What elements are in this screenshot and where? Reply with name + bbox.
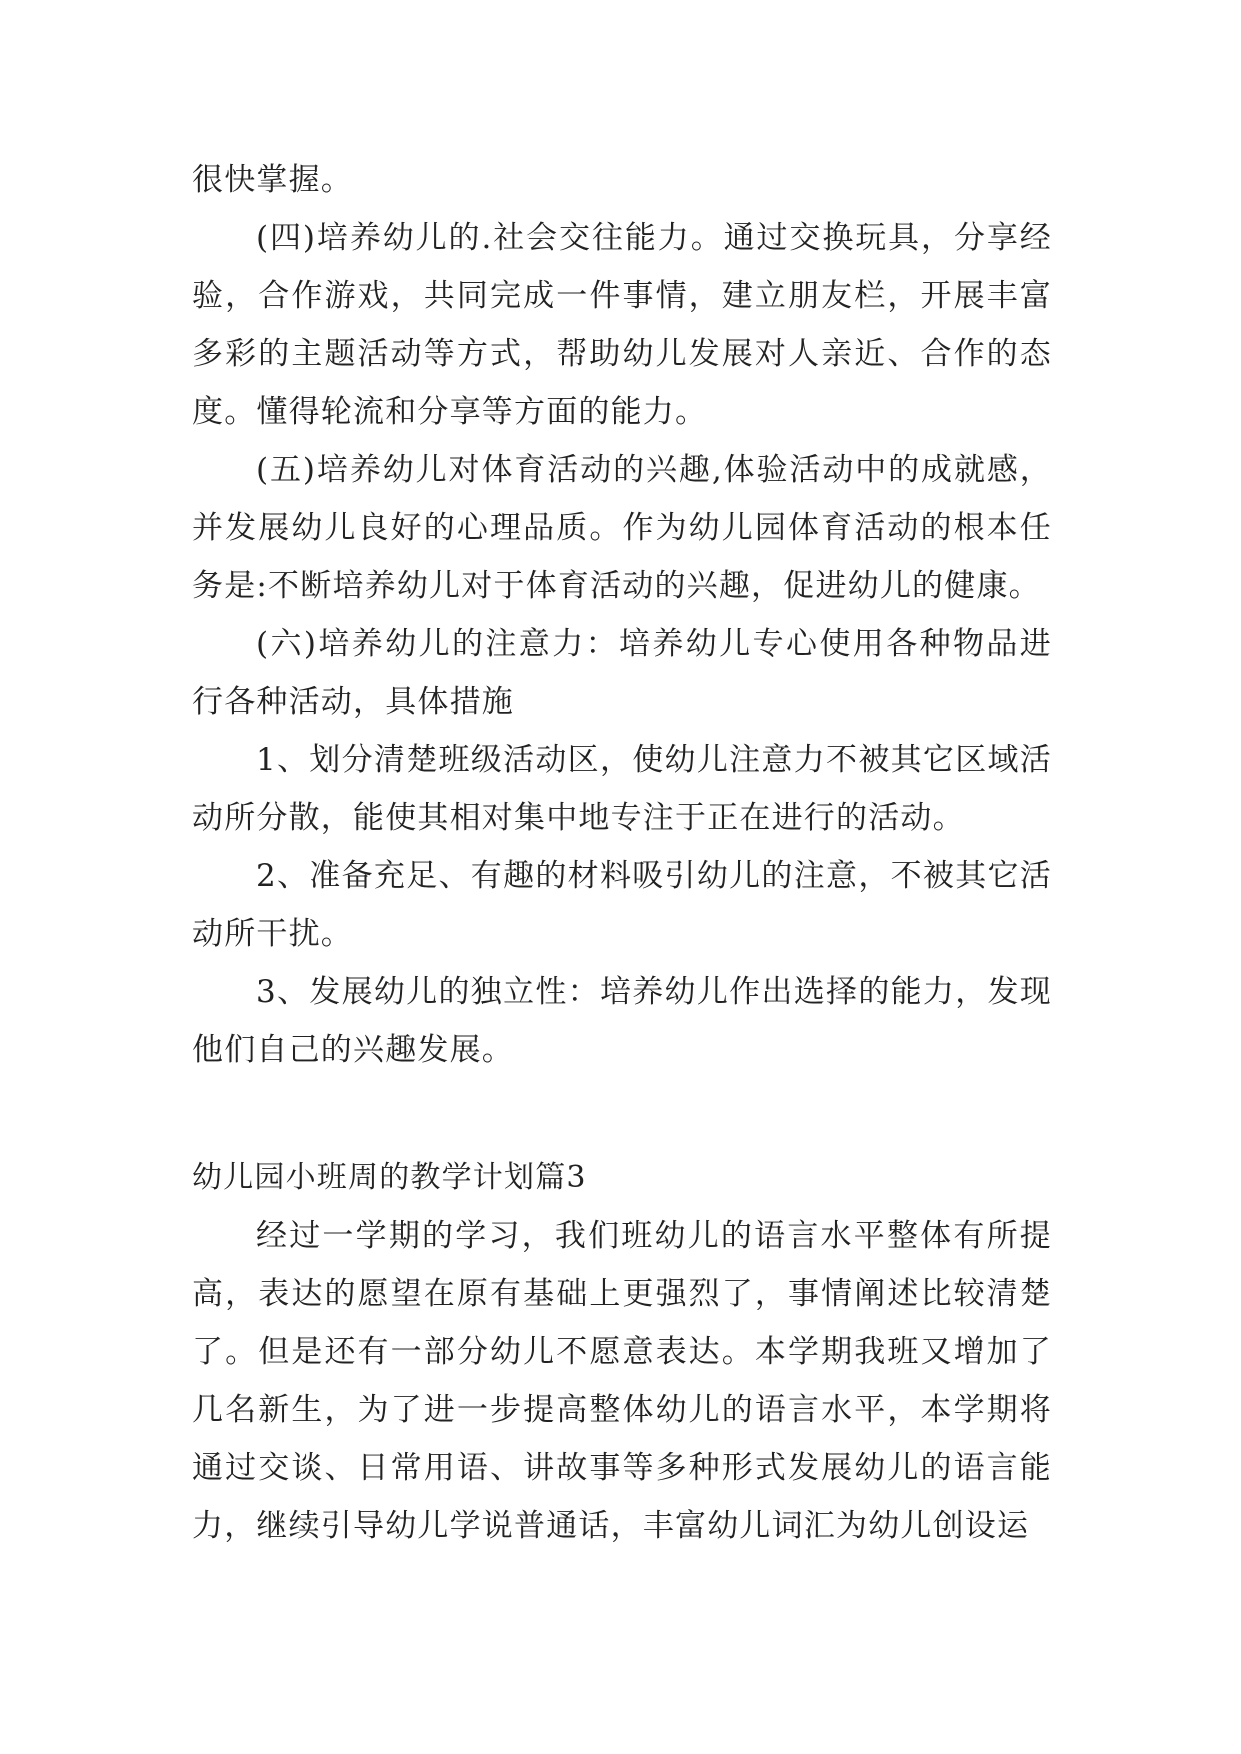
paragraph-social-skills: (四)培养幼儿的.社会交往能力。通过交换玩具，分享经验，合作游戏，共同完成一件事情，建立朋友栏，开展丰富多彩的主题活动等方式，帮助幼儿发展对人亲近、合作的态度。懂得轮流和分享等方面的能力。 — [192, 220, 1052, 430]
section-heading: 幼儿园小班周的教学计划篇3 — [192, 1160, 587, 1195]
paragraph-language-intro: 经过一学期的学习，我们班幼儿的语言水平整体有所提高，表达的愿望在原有基础上更强烈了，事情阐述比较清楚了。但是还有一部分幼儿不愿意表达。本学期我班又增加了几名新生，为了进一步提高整体幼儿的语言水平，本学期将通过交谈、日常用语、讲故事等多种形式发展幼儿的语言能力，继续引导幼儿学说普通话，丰富幼儿词汇为幼儿创设运 — [192, 1218, 1052, 1544]
paragraph-measure-2: 2、准备充足、有趣的材料吸引幼儿的注意，不被其它活动所干扰。 — [192, 858, 1052, 952]
document-body — [192, 151, 1052, 1555]
paragraph-attention: (六)培养幼儿的注意力：培养幼儿专心使用各种物品进行各种活动，具体措施 — [192, 626, 1052, 720]
paragraph-sports-interest: (五)培养幼儿对体育活动的兴趣,体验活动中的成就感，并发展幼儿良好的心理品质。作为幼儿园体育活动的根本任务是:不断培养幼儿对于体育活动的兴趣，促进幼儿的健康。 — [192, 452, 1052, 604]
paragraph-measure-1: 1、划分清楚班级活动区，使幼儿注意力不被其它区域活动所分散，能使其相对集中地专注于正在进行的活动。 — [192, 742, 1052, 836]
paragraph: 很快掌握。 — [192, 162, 353, 198]
paragraph-measure-3: 3、发展幼儿的独立性：培养幼儿作出选择的能力，发现他们自己的兴趣发展。 — [192, 974, 1052, 1068]
